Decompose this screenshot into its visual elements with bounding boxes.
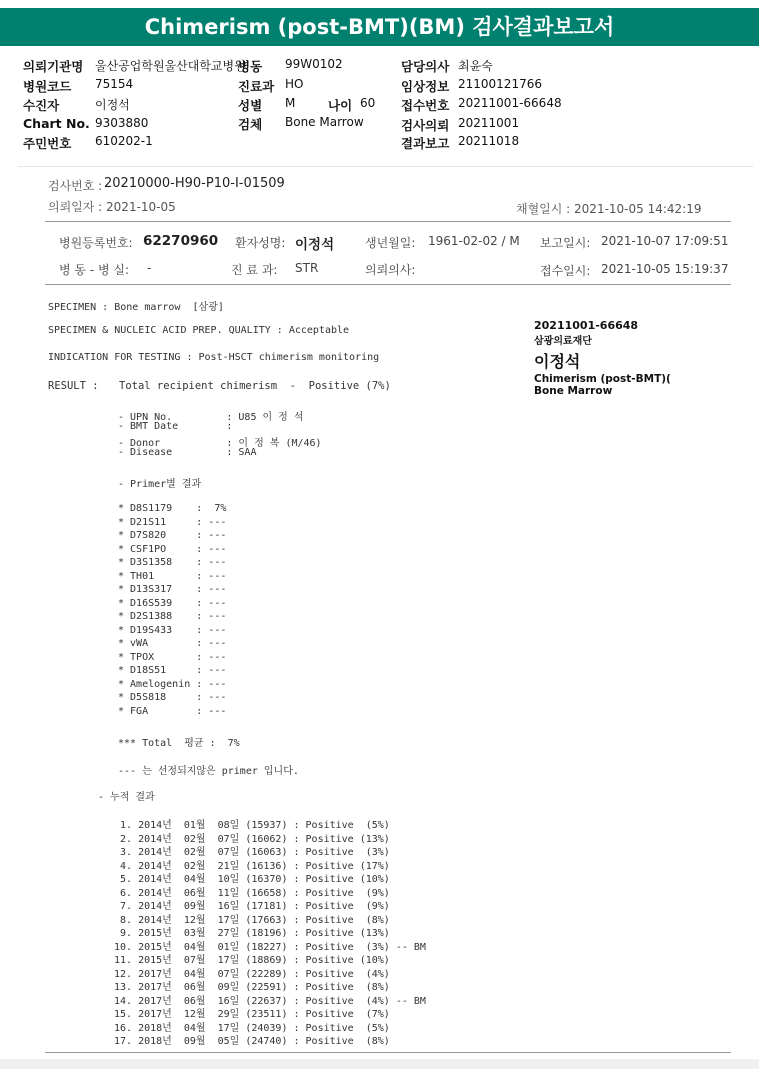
header-value: 9303880 [95,116,149,130]
primer-row: * CSF1PO : --- [118,543,227,555]
header-value: HO [285,77,304,91]
specimen-line: SPECIMEN : Bone marrow [삼광] [48,302,224,313]
dob-value: 1961-02-02 / M [428,234,520,248]
primer-row: * Amelogenin : --- [118,678,227,690]
cumulative-row: 15. 2017년 12월 29일 (23511) : Positive (7%) [114,1009,390,1020]
cumulative-row: 14. 2017년 06월 16일 (22637) : Positive (4%) -- BM [114,995,426,1007]
cumulative-header: - 누적 결과 [98,792,155,803]
sticker-specimen: Bone Marrow [534,385,613,397]
sticker-org: 삼광의료재단 [534,336,592,347]
receive-time-value: 2021-10-05 15:19:37 [601,262,729,276]
header-label: 병원코드 [23,79,72,94]
result-line: Total recipient chimerism - Positive (7%) [119,380,391,392]
primer-row: * D5S818 : --- [118,692,227,703]
result-label: RESULT : [48,380,99,392]
doctor-label: 의뢰의사: [365,263,416,277]
dept-value: STR [295,261,319,275]
scanned-report [18,166,753,1060]
report-time-label: 보고일시: [540,236,591,250]
cumulative-row: 12. 2017년 04월 07일 (22289) : Positive (4%) [114,968,390,980]
header-label: 성별 [238,98,263,113]
receive-time-label: 접수일시: [540,264,591,278]
primer-row: * D18S51 : --- [118,665,227,676]
header-label: 병동 [238,59,263,74]
header-value: 610202-1 [95,134,153,148]
report-title: Chimerism (post-BMT)(BM) 검사결과보고서 [0,8,759,46]
bottom-divider [45,1052,731,1053]
patient-box [45,221,731,285]
ward-value: - [147,261,152,275]
cumulative-row: 4. 2014년 02월 21일 (16136) : Positive (17%) [114,860,390,872]
request-date: 의뢰일자 : 2021-10-05 [48,200,176,214]
horizontal-scrollbar[interactable] [0,1059,759,1069]
header-label: 진료과 [238,79,275,94]
total-line: *** Total 평균 : 7% [118,738,240,749]
dept-label: 진 료 과: [231,263,278,277]
cumulative-row: 9. 2015년 03월 27일 (18196) : Positive (13%) [114,928,390,939]
cumulative-row: 11. 2015년 07월 17일 (18869) : Positive (10%) [114,955,390,966]
primer-row: * D7S820 : --- [118,530,227,541]
sticker-name: 이정석 [534,352,581,371]
primer-row: * D13S317 : --- [118,584,227,595]
primer-row: * D16S539 : --- [118,597,227,609]
donor-line: - Donor : 이 정 복 (M/46) [118,438,322,449]
header-label: 담당의사 [401,59,450,74]
header-value: 60 [360,96,376,110]
sticker-test: Chimerism (post-BMT)( [534,373,671,385]
primer-row: * D2S1388 : --- [118,611,227,622]
dob-label: 생년월일: [365,236,416,250]
collect-date: 채혈일시 : 2021-10-05 14:42:19 [516,202,702,216]
primer-row: * FGA : --- [118,705,227,717]
primer-row: * D3S1358 : --- [118,557,227,568]
header-value: 20211001-66648 [458,96,562,110]
primer-row: * TH01 : --- [118,570,227,582]
test-no-label: 검사번호 : [48,179,103,193]
note-line: --- 는 선정되지않은 primer 입니다. [118,766,299,777]
quality-line: SPECIMEN & NUCLEIC ACID PREP. QUALITY : Acceptable [48,325,350,336]
header-value: 75154 [95,77,134,91]
header-value: M [285,96,296,110]
primer-row: * vWA : --- [118,638,227,649]
cumulative-row: 7. 2014년 09월 16일 (17181) : Positive (9%) [114,901,390,912]
cumulative-row: 2. 2014년 02월 07일 (16062) : Positive (13%) [114,833,390,845]
cumulative-row: 6. 2014년 06월 11일 (16658) : Positive (9%) [114,887,390,899]
test-no: 20210000-H90-P10-I-01509 [104,176,285,191]
header-value: 최윤숙 [458,59,493,73]
header-label: 의뢰기관명 [23,59,84,74]
disease-line: - Disease : SAA [118,447,257,458]
ward-label: 병 동 - 병 실: [59,263,129,277]
bmt-date-line: - BMT Date : [118,421,233,432]
header-label: 결과보고 [401,136,450,151]
cumulative-row: 3. 2014년 02월 07일 (16063) : Positive (3%) [114,847,390,858]
header-value: 20211018 [458,134,520,148]
primer-row: * TPOX : --- [118,651,227,663]
report-time-value: 2021-10-07 17:09:51 [601,234,729,248]
cumulative-row: 16. 2018년 04월 17일 (24039) : Positive (5%) [114,1022,390,1034]
header-value: 20211001 [458,116,520,130]
header-value: Bone Marrow [285,115,364,129]
name-value: 이정석 [295,237,335,253]
header-label: Chart No. [23,116,90,131]
sticker-receipt-no: 20211001-66648 [534,319,639,332]
upn-line: - UPN No. : U85 이 정 석 [118,412,304,423]
header-value: 99W0102 [285,57,343,71]
header-value: 울산공업학원울산대학교병원 [95,59,246,73]
reg-label: 병원등록번호: [59,236,133,250]
specimen-label-sticker [534,319,671,397]
cumulative-row: 8. 2014년 12월 17일 (17663) : Positive (8%) [114,914,390,926]
primer-header: - Primer별 결과 [118,479,202,490]
indication-line: INDICATION FOR TESTING : Post-HSCT chimerism monitoring [48,352,380,363]
cumulative-row: 13. 2017년 06월 09일 (22591) : Positive (8%) [114,982,390,993]
header-label: 수진자 [23,98,60,113]
cumulative-row: 5. 2014년 04월 10일 (16370) : Positive (10%) [114,874,390,885]
header-label: 임상정보 [401,79,450,94]
name-label: 환자성명: [235,236,286,250]
primer-row: * D8S1179 : 7% [118,503,227,514]
header-label: 검체 [238,117,263,132]
cumulative-row: 1. 2014년 01월 08일 (15937) : Positive (5%) [114,820,390,831]
header-label: 나이 [328,98,353,113]
header-value: 21100121766 [458,77,542,91]
cumulative-row: 17. 2018년 09월 05일 (24740) : Positive (8%) [114,1036,390,1047]
header-label: 검사의뢰 [401,118,450,133]
header-label: 주민번호 [23,136,72,151]
primer-row: * D19S433 : --- [118,624,227,636]
reg-value: 62270960 [143,233,219,249]
primer-row: * D21S11 : --- [118,516,227,528]
header-value: 이정석 [95,98,130,112]
cumulative-row: 10. 2015년 04월 01일 (18227) : Positive (3%) -- BM [114,941,426,953]
header-label: 접수번호 [401,98,450,113]
